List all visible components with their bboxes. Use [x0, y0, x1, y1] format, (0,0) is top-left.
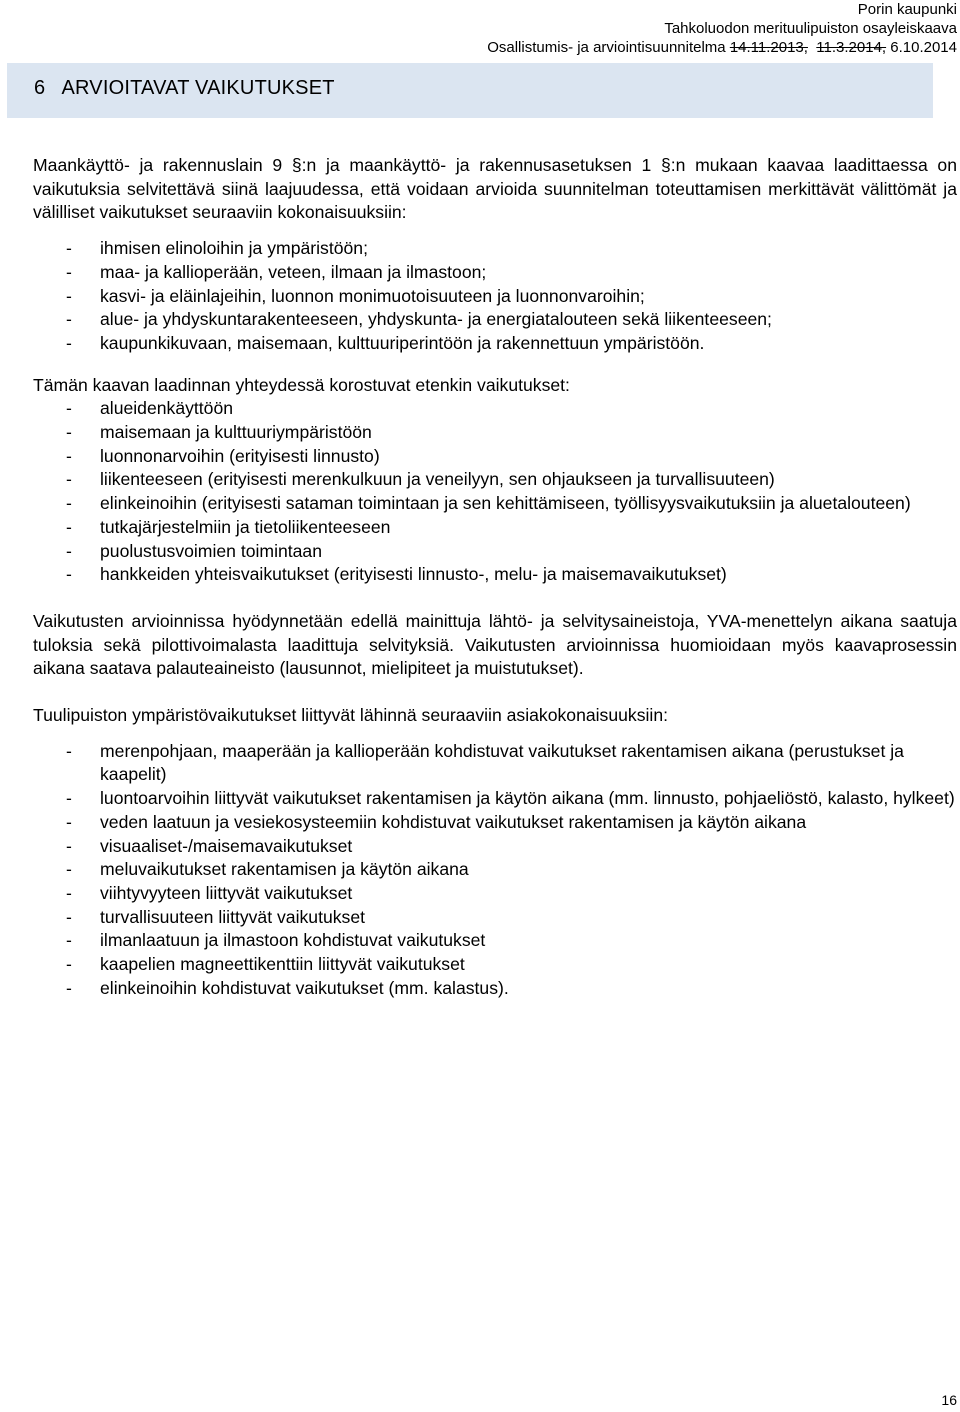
list-item: - merenpohjaan, maaperään ja kallioperään kohdistuvat vaikutukset rakentamisen aikana (perustukset ja kaapelit)	[33, 740, 957, 787]
page-number: 16	[941, 1392, 957, 1408]
intro-paragraph: Maankäyttö- ja rakennuslain 9 §:n ja maankäyttö- ja rakennusasetuksen 1 §:n mukaan kaavaa laadittaessa on vaikutuksia selvitettävä siinä laajuudessa, että voidaan arvioida suunnitelman toteuttamisen merkittävät välittömät ja välilliset vaikutukset seuraaviin kokonaisuuksiin:	[33, 155, 957, 223]
emphasized-impacts-list	[33, 397, 957, 587]
list-item: - maa- ja kallioperään, veteen, ilmaan ja ilmastoon;	[33, 261, 957, 285]
header-date-struck-1: 14.11.2013,	[729, 39, 808, 56]
list-item: - ihmisen elinoloihin ja ympäristöön;	[33, 237, 957, 261]
list-item: - visuaaliset-/maisemavaikutukset	[33, 835, 957, 859]
list-item: - viihtyvyyteen liittyvät vaikutukset	[33, 882, 957, 906]
list-item: - puolustusvoimien toimintaan	[33, 540, 957, 564]
list-item: - turvallisuuteen liittyvät vaikutukset	[33, 906, 957, 930]
header-plan-name: Osallistumis- ja arviointisuunnitelma	[487, 39, 730, 56]
list-item: - alueidenkäyttöön	[33, 397, 957, 421]
wind-park-paragraph: Tuulipuiston ympäristövaikutukset liittyvät lähinnä seuraaviin asiakokonaisuuksiin:	[33, 705, 668, 726]
emphasis-paragraph: Tämän kaavan laadinnan yhteydessä korostuvat etenkin vaikutukset:	[33, 374, 570, 395]
list-item: - liikenteeseen (erityisesti merenkulkuun ja veneilyyn, sen ohjaukseen ja turvallisuuteen)	[33, 468, 957, 492]
impact-areas-list	[33, 237, 957, 356]
header-version-line	[487, 38, 957, 57]
list-item: - kaupunkikuvaan, maisemaan, kulttuuriperintöön ja rakennettuun ympäristöön.	[33, 332, 957, 356]
header-date-struck-2: 11.3.2014,	[816, 39, 887, 56]
list-item: - maisemaan ja kulttuuriympäristöön	[33, 421, 957, 445]
list-item: - elinkeinoihin kohdistuvat vaikutukset (mm. kalastus).	[33, 977, 957, 1001]
header-organization: Porin kaupunki	[857, 1, 957, 18]
list-item: - alue- ja yhdyskuntarakenteeseen, yhdyskunta- ja energiatalouteen sekä liikenteeseen;	[33, 308, 957, 332]
list-item: - meluvaikutukset rakentamisen ja käytön aikana	[33, 858, 957, 882]
list-item: - kasvi- ja eläinlajeihin, luonnon monimuotoisuuteen ja luonnonvaroihin;	[33, 285, 957, 309]
list-item: - veden laatuun ja vesiekosysteemiin kohdistuvat vaikutukset rakentamisen ja käytön aikana	[33, 811, 957, 835]
wind-park-impacts-list	[33, 740, 957, 1001]
header-date-current: 6.10.2014	[890, 39, 957, 56]
section-title: 6 ARVIOITAVAT VAIKUTUKSET	[34, 77, 335, 99]
list-item: - tutkajärjestelmiin ja tietoliikenteeseen	[33, 516, 957, 540]
list-item: - luontoarvoihin liittyvät vaikutukset rakentamisen ja käytön aikana (mm. linnusto, pohjaeliöstö, kalasto, hylkeet)	[33, 787, 957, 811]
list-item: - hankkeiden yhteisvaikutukset (erityisesti linnusto-, melu- ja maisemavaikutukset)	[33, 563, 957, 587]
list-item: - elinkeinoihin (erityisesti sataman toimintaan ja sen kehittämiseen, työllisyysvaikutuksiin ja aluetalouteen)	[33, 492, 957, 516]
document-body	[33, 154, 957, 1001]
header-document-title: Tahkoluodon merituulipuiston osayleiskaava	[664, 20, 957, 37]
list-item: - kaapelien magneettikenttiin liittyvät vaikutukset	[33, 953, 957, 977]
section-heading-bar	[7, 63, 933, 118]
list-item: - ilmanlaatuun ja ilmastoon kohdistuvat vaikutukset	[33, 929, 957, 953]
assessment-paragraph: Vaikutusten arvioinnissa hyödynnetään edellä mainittuja lähtö- ja selvitysaineistoja, YVA-menettelyn aikana saatuja tuloksia sekä pilottivoimalasta laadittuja selvityksiä. Vaikutusten arvioinnissa huomioidaan myös kaavaprosessin aikana saatava palauteaineisto (lausunnot, mielipiteet ja muistutukset).	[33, 610, 957, 679]
list-item: - luonnonarvoihin (erityisesti linnusto)	[33, 445, 957, 469]
page-header	[487, 0, 957, 57]
